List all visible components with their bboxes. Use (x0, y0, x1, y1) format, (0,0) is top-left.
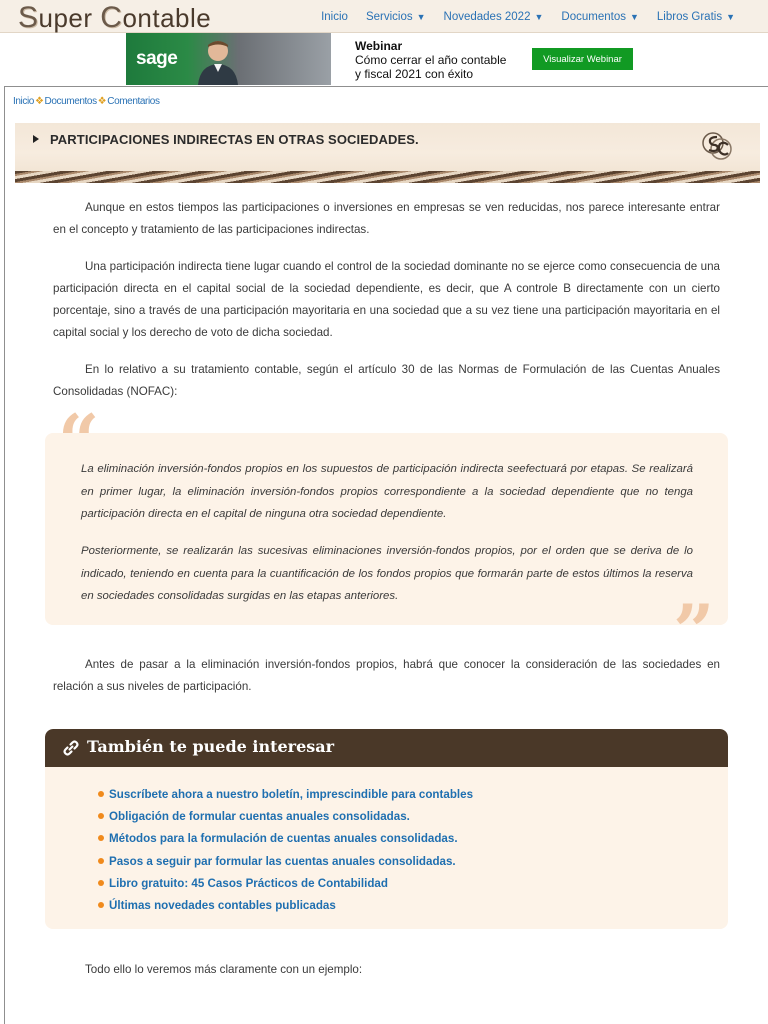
breadcrumb-separator-icon: ❖ (34, 96, 44, 107)
related-link-label: Últimas novedades contables publicadas (109, 899, 336, 913)
close-quote-icon: ” (673, 588, 715, 673)
related-link-label: Libro gratuito: 45 Casos Prácticos de Contabilidad (109, 876, 388, 890)
paragraph-definition (53, 256, 720, 344)
bullet-icon (98, 813, 104, 819)
nav-inicio[interactable] (312, 11, 357, 23)
paragraph-treatment (53, 359, 720, 403)
paragraph-treatment-text: En lo relativo a su tratamiento contable, según el artículo 30 de las Normas de Formulación de las Cuentas Anuales Consolidadas (NOFAC): (53, 363, 720, 398)
sc-emblem-icon (700, 131, 734, 161)
chevron-down-icon: ▼ (726, 11, 735, 22)
related-link-metodos[interactable] (98, 828, 473, 850)
open-quote-icon: “ (58, 398, 100, 483)
chevron-down-icon: ▼ (629, 11, 639, 22)
bullet-icon (98, 858, 104, 864)
triangle-bullet-icon (33, 135, 39, 143)
related-links-header (45, 729, 728, 767)
nav-documentos-label: Documentos (561, 10, 626, 23)
article-header (15, 123, 760, 183)
related-link-label: Suscríbete ahora a nuestro boletín, imprescindible para contables (109, 788, 474, 801)
bullet-icon (98, 880, 104, 886)
breadcrumb-inicio[interactable]: Inicio (13, 96, 34, 107)
nav-documentos[interactable] (552, 11, 647, 23)
breadcrumb-documentos[interactable]: Documentos (44, 96, 97, 107)
nav-libros-label: Libros Gratis (656, 10, 723, 23)
paragraph-example (53, 959, 720, 981)
ad-copy (355, 39, 525, 81)
bullet-icon (98, 835, 104, 841)
bullet-icon (98, 791, 104, 797)
bullet-icon (98, 902, 104, 908)
breadcrumb-separator-icon: ❖ (97, 96, 107, 107)
paragraph-example-text: Todo ello lo veremos más claramente con un ejemplo: (85, 963, 363, 976)
ad-subtitle-line1: Cómo cerrar el año contable (355, 53, 507, 67)
related-links-box (45, 729, 728, 929)
page-title: PARTICIPACIONES INDIRECTAS EN OTRAS SOCIEDADES. (50, 132, 419, 147)
paragraph-before-elimination-text: Antes de pasar a la eliminación inversión-fondos propios, habrá que conocer la consideración de las sociedades en relación a sus niveles de participación. (53, 658, 720, 693)
related-link-label: Pasos a seguir par formular las cuentas anuales consolidadas. (109, 854, 456, 868)
breadcrumb (13, 96, 160, 107)
paragraph-intro-text: Aunque en estos tiempos las participaciones o inversiones en empresas se ven reducidas, nos parece interesante entrar en el concepto y tratamiento de las participaciones indirectas. (53, 201, 720, 236)
related-link-libro[interactable] (98, 873, 473, 895)
link-icon (62, 739, 80, 757)
site-logo[interactable] (18, 1, 211, 35)
logo-letter-s: S (18, 1, 39, 34)
nav-inicio-label: Inicio (321, 10, 348, 23)
related-link-pasos[interactable] (98, 851, 473, 873)
ad-image (126, 33, 331, 85)
top-navigation-bar (0, 0, 768, 33)
visualizar-webinar-button[interactable]: Visualizar Webinar (532, 48, 633, 70)
logo-letter-c: C (100, 1, 123, 34)
nav-libros-gratis[interactable] (648, 11, 744, 23)
sage-logo: sage (136, 48, 178, 69)
quote-paragraph-2: Posteriormente, se realizarán las sucesivas eliminaciones inversión-fondos propios, por el orden que se deriva de lo indicado, teniendo en cuenta para la cuantificación de los fondos propios que formarán parte de estos últimos la reserva en sociedades consolidadas surgidas en las etapas anteriores. (81, 545, 693, 602)
webinar-ad-banner[interactable] (126, 33, 768, 85)
main-menu (312, 0, 744, 33)
logo-text-ontable: ontable (122, 3, 212, 33)
related-link-label: Métodos para la formulación de cuentas anuales consolidadas. (109, 832, 458, 846)
ad-subtitle-line2: y fiscal 2021 con éxito (355, 67, 474, 81)
related-links-title: También te puede interesar (87, 737, 335, 756)
logo-text-uper: uper (38, 3, 101, 33)
related-link-label: Obligación de formular cuentas anuales consolidadas. (109, 810, 410, 824)
chevron-down-icon: ▼ (534, 11, 544, 22)
header-decorative-stripes (15, 171, 760, 183)
nav-novedades[interactable] (435, 11, 553, 23)
breadcrumb-comentarios[interactable]: Comentarios (107, 96, 160, 107)
paragraph-before-elimination (53, 654, 720, 698)
quote-paragraph-1: La eliminación inversión-fondos propios en los supuestos de participación indirecta seefectuará por etapas. Se realizará en primer lugar, la eliminación inversión-fondos propios correspondiente a la sociedad dependiente que no tenga participación directa en el capital de ninguna otra sociedad dependiente. (81, 463, 693, 520)
nav-novedades-label: Novedades 2022 (443, 10, 531, 23)
related-links-list (98, 784, 473, 917)
related-link-novedades[interactable] (98, 895, 473, 917)
paragraph-intro (53, 197, 720, 241)
presenter-photo-icon (196, 37, 240, 85)
ad-title: Webinar (355, 39, 403, 53)
paragraph-definition-text: Una participación indirecta tiene lugar cuando el control de la sociedad dominante no se ejerce como consecuencia de una participación directa en el capital social de la sociedad dependiente, es decir, que A controle B directamente con un cierto porcentaje, sino a través de una participación mayoritaria en una sociedad que a su vez tiene una participación mayoritaria en el capital social y los derecho de voto de dicha sociedad. (53, 260, 720, 339)
related-link-obligacion[interactable] (98, 806, 473, 828)
nav-servicios[interactable] (357, 11, 435, 23)
nav-servicios-label: Servicios (365, 10, 413, 23)
related-link-boletin[interactable] (98, 784, 473, 806)
chevron-down-icon: ▼ (416, 11, 426, 22)
